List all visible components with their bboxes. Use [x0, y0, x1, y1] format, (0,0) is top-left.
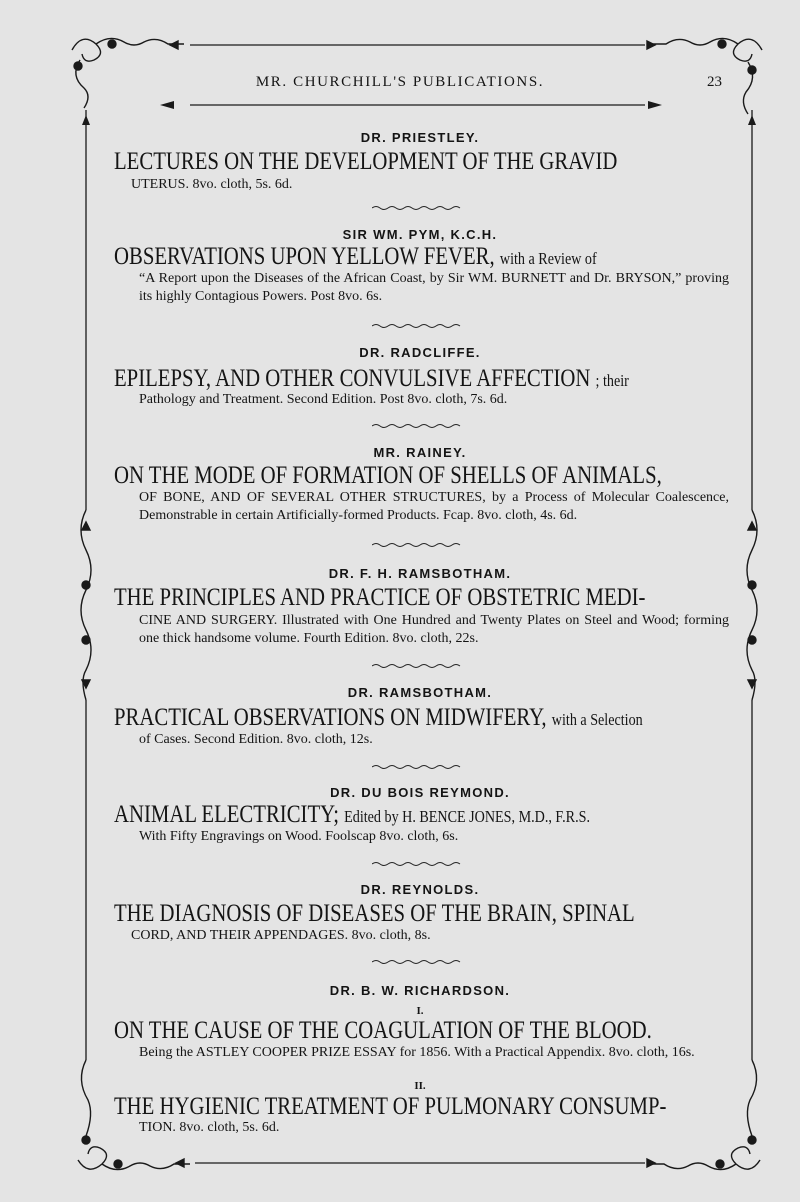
entry-title: THE HYGIENIC TREATMENT OF PULMONARY CONSUMP- — [114, 1093, 667, 1120]
entry-author: DR. RADCLIFFE. — [359, 345, 481, 360]
entry-title: ON THE CAUSE OF THE COAGULATION OF THE BLOOD. — [114, 1017, 652, 1044]
entry-author: DR. PRIESTLEY. — [360, 130, 480, 145]
entry-description: With Fifty Engravings on Wood. Foolscap 8vo. cloth, 6s. — [139, 829, 459, 844]
side-flourish-left — [81, 510, 91, 700]
entry-title: ON THE MODE OF FORMATION OF SHELLS OF ANIMALS, — [114, 462, 662, 489]
entry-title: OBSERVATIONS UPON YELLOW FEVER, with a Review of — [114, 243, 597, 270]
entry-author: SIR WM. PYM, K.C.H. — [342, 227, 498, 242]
separator-rule — [372, 861, 464, 867]
entry-title: EPILEPSY, AND OTHER CONVULSIVE AFFECTION ; their — [114, 365, 629, 392]
side-flourish-right — [747, 510, 757, 700]
entry-description: of Cases. Second Edition. 8vo. cloth, 12s. — [139, 732, 373, 747]
entry-author: DR. DU BOIS REYMOND. — [330, 785, 510, 800]
entry-author: DR. RAMSBOTHAM. — [347, 685, 493, 700]
separator-rule — [372, 542, 464, 548]
header-rule-ends — [160, 101, 662, 109]
separator-rule — [372, 323, 464, 329]
separator-rule — [372, 764, 464, 770]
entry-description: TION. 8vo. cloth, 5s. 6d. — [139, 1120, 280, 1135]
entry-title: PRACTICAL OBSERVATIONS ON MIDWIFERY, with a Selection — [114, 704, 643, 731]
entry-title: ANIMAL ELECTRICITY; Edited by H. BENCE JONES, M.D., F.R.S. — [114, 801, 590, 828]
entry-description: CORD, AND THEIR APPENDAGES. 8vo. cloth, 8s. — [131, 928, 431, 943]
volume-numeral: II. — [414, 1080, 426, 1092]
separator-rule — [372, 205, 464, 211]
entry-author: MR. RAINEY. — [373, 445, 467, 460]
separator-rule — [372, 663, 464, 669]
entry-description: Being the ASTLEY COOPER PRIZE ESSAY for 1856. With a Practical Appendix. 8vo. cloth, 16s. — [139, 1045, 695, 1060]
entry-author: DR. REYNOLDS. — [360, 882, 480, 897]
entry-description: OF BONE, AND OF SEVERAL OTHER STRUCTURES, by a Process of Molecular Coalescence, Demonstrable in certain Artificially-formed Products. Fcap. 8vo. cloth, 4s. 6d. — [139, 490, 729, 523]
running-header — [0, 72, 800, 96]
entry-author: DR. B. W. RICHARDSON. — [329, 983, 511, 998]
entry-title: THE DIAGNOSIS OF DISEASES OF THE BRAIN, SPINAL — [114, 900, 635, 927]
entry-description: CINE AND SURGERY. Illustrated with One Hundred and Twenty Plates on Steel and Wood; forming one thick handsome volume. Fourth Edition. 8vo. cloth, 22s. — [139, 613, 729, 646]
entry-description: UTERUS. 8vo. cloth, 5s. 6d. — [131, 177, 293, 192]
running-title: MR. CHURCHILL'S PUBLICATIONS. — [255, 74, 545, 90]
entry-description: Pathology and Treatment. Second Edition. Post 8vo. cloth, 7s. 6d. — [139, 392, 508, 407]
volume-numeral: I. — [416, 1005, 424, 1017]
entry-title: LECTURES ON THE DEVELOPMENT OF THE GRAVID — [114, 148, 618, 175]
entry-author: DR. F. H. RAMSBOTHAM. — [328, 566, 512, 581]
entry-description: “A Report upon the Diseases of the African Coast, by Sir WM. BURNETT and Dr. BRYSON,” proving its highly Contagious Powers. Post 8vo. 6s. — [139, 271, 729, 304]
separator-rule — [372, 959, 464, 965]
page-number: 23 — [707, 74, 722, 90]
separator-rule — [372, 423, 464, 429]
entry-title: THE PRINCIPLES AND PRACTICE OF OBSTETRIC MEDI- — [114, 584, 646, 611]
